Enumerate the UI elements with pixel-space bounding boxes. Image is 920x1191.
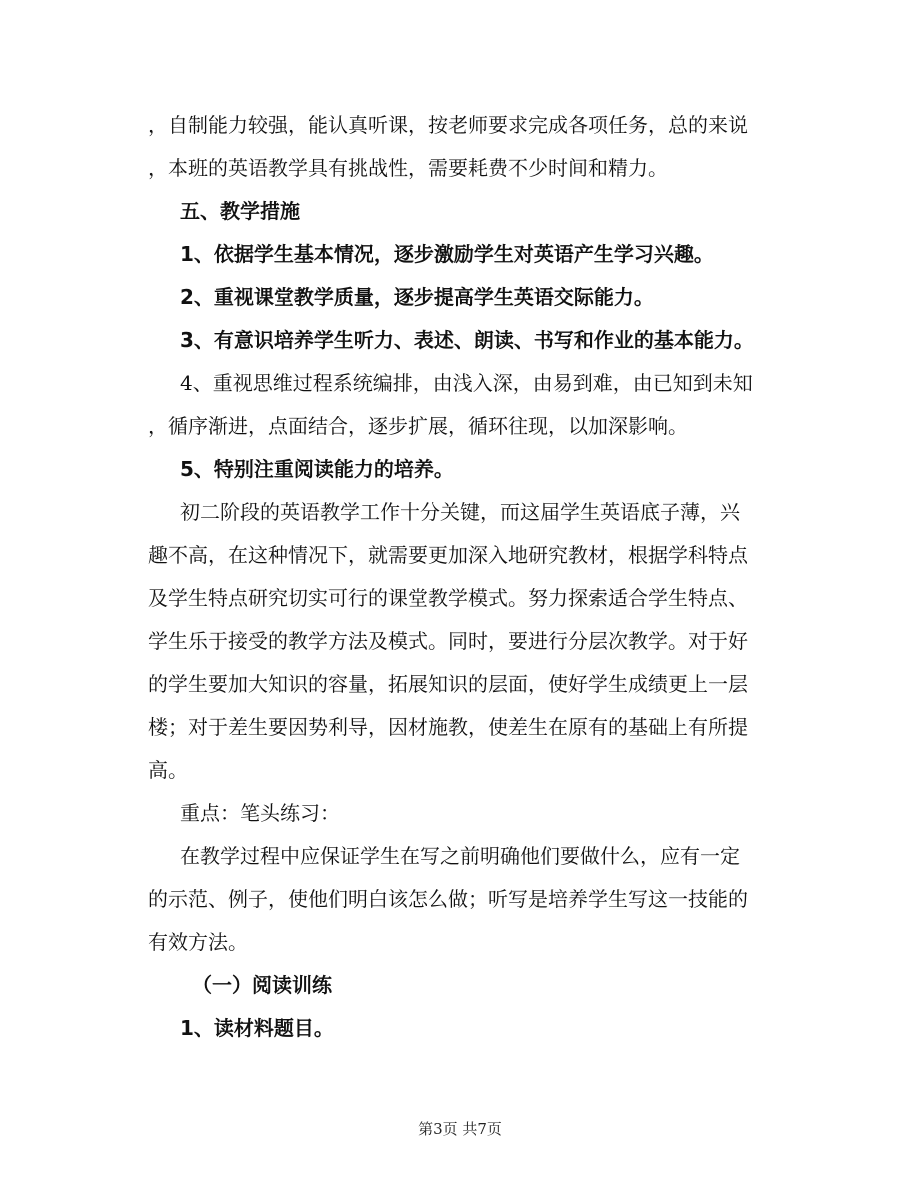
paragraph-line: ，本班的英语教学具有挑战性，需要耗费不少时间和精力。 (148, 156, 668, 180)
paragraph-line: 初二阶段的英语教学工作十分关键，而这届学生英语底子薄，兴 (180, 500, 740, 524)
paragraph-line: 在教学过程中应保证学生在写之前明确他们要做什么，应有一定 (180, 844, 740, 868)
list-item: 5、特别注重阅读能力的培养。 (180, 457, 454, 481)
paragraph-line: 有效方法。 (148, 930, 248, 954)
paragraph-line: 及学生特点研究切实可行的课堂教学模式。努力探索适合学生特点、 (148, 586, 748, 610)
list-item: 1、读材料题目。 (180, 1016, 334, 1040)
paragraph-line: 高。 (148, 758, 188, 782)
paragraph-line: 楼；对于差生要因势利导，因材施教，使差生在原有的基础上有所提 (148, 715, 748, 739)
list-item: 2、重视课堂教学质量，逐步提高学生英语交际能力。 (180, 285, 654, 309)
paragraph-line: 的示范、例子，使他们明白该怎么做；听写是培养学生写这一技能的 (148, 887, 748, 911)
list-item: 3、有意识培养学生听力、表述、朗读、书写和作业的基本能力。 (180, 328, 754, 352)
paragraph-line: 的学生要加大知识的容量，拓展知识的层面，使好学生成绩更上一层 (148, 672, 748, 696)
paragraph-line: ，循序渐进，点面结合，逐步扩展，循环往现，以加深影响。 (148, 414, 688, 438)
paragraph-line: 重点：笔头练习： (180, 801, 340, 825)
paragraph-line: 学生乐于接受的教学方法及模式。同时，要进行分层次教学。对于好 (148, 629, 748, 653)
page-number: 第3页 共7页 (418, 1120, 502, 1138)
paragraph-line: 趣不高，在这种情况下，就需要更加深入地研究教材，根据学科特点 (148, 543, 748, 567)
list-item: 1、依据学生基本情况，逐步激励学生对英语产生学习兴趣。 (180, 242, 714, 266)
section-heading: 五、教学措施 (180, 199, 300, 223)
subsection-heading: （一）阅读训练 (192, 973, 332, 997)
paragraph-line: ，自制能力较强，能认真听课，按老师要求完成各项任务，总的来说 (148, 113, 748, 137)
list-item: 4、重视思维过程系统编排，由浅入深，由易到难，由已知到未知 (180, 371, 753, 395)
